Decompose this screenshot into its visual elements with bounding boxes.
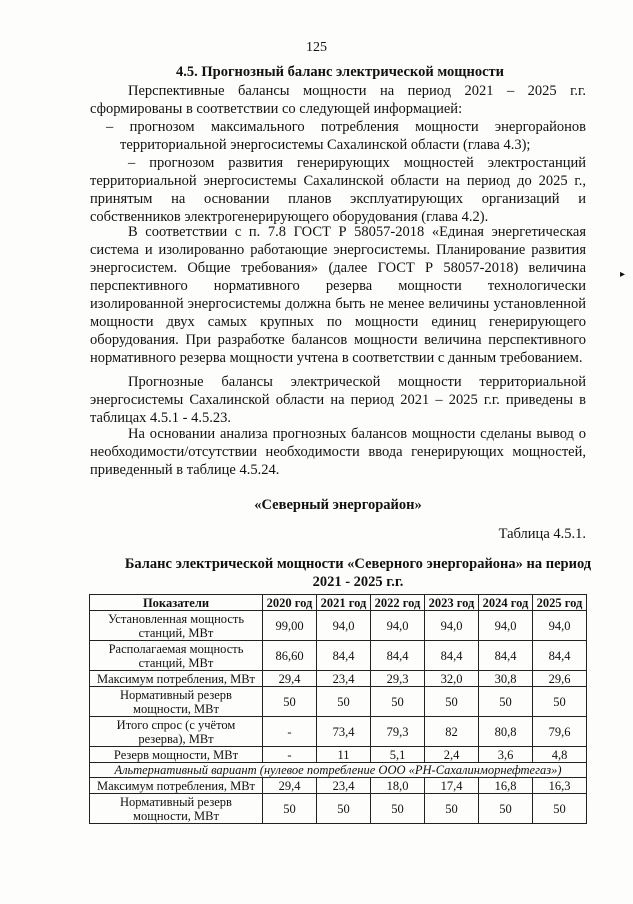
- table-cell: 5,1: [371, 747, 425, 763]
- table-cell: 50: [533, 687, 587, 717]
- row-label: Максимум потребления, МВт: [90, 778, 263, 794]
- paragraph-conclusion: На основании анализа прогнозных балансов мощности сделаны вывод о необходимости/отсутствии необходимости ввода генерирующих мощностей, приведенный в таблице 4.5.24.: [90, 426, 586, 478]
- table-cell: 50: [425, 687, 479, 717]
- table-row: [90, 641, 587, 671]
- table-cell: 84,4: [425, 641, 479, 671]
- table-number: Таблица 4.5.1.: [498, 526, 586, 542]
- table-cell: 50: [317, 687, 371, 717]
- table-caption: Баланс электрической мощности «Северного энергорайона» на период 2021 - 2025 г.г.: [124, 556, 592, 590]
- table-cell: 23,4: [317, 778, 371, 794]
- table-cell: 86,60: [263, 641, 317, 671]
- table-cell: 84,4: [317, 641, 371, 671]
- table-cell: 73,4: [317, 717, 371, 747]
- energy-district-heading: «Северный энергорайон»: [254, 497, 422, 513]
- table-cell: 50: [263, 794, 317, 824]
- row-label: Нормативный резерв мощности, МВт: [90, 687, 263, 717]
- table-cell: -: [263, 717, 317, 747]
- paragraph-gost-requirement: В соответствии с п. 7.8 ГОСТ Р 58057-2018 «Единая энергетическая система и изолированно работающие энергосистемы. Планирование развития энергосистем. Общие требования» (далее ГОСТ Р 58057-2018) величина перспективного нормативного резерва мощности технологически изолированной энергосистемы должна быть не менее величины установленной мощности двух самых крупных по мощности единиц генерирующего оборудования. При разработке балансов мощности величина перспективного нормативного резерва мощности учтена в соответствии с данным требованием.: [90, 224, 586, 366]
- table-row: [90, 687, 587, 717]
- table-row: [90, 671, 587, 687]
- table-cell: 29,4: [263, 671, 317, 687]
- table-cell: 50: [425, 794, 479, 824]
- table-header-cell: 2022 год: [371, 595, 425, 611]
- bullet-generation-forecast: – прогнозом развития генерирующих мощностей электростанций территориальной энергосистемы Сахалинской области на период до 2025 г., принятым на основании планов эксплуатирующих организаций и собственников электрогенерирующего оборудования (глава 4.2).: [90, 155, 586, 225]
- table-header-cell: 2024 год: [479, 595, 533, 611]
- table-cell: 16,8: [479, 778, 533, 794]
- row-label: Резерв мощности, МВт: [90, 747, 263, 763]
- table-cell: 17,4: [425, 778, 479, 794]
- table-row: [90, 611, 587, 641]
- table-cell: 94,0: [317, 611, 371, 641]
- table-cell: 18,0: [371, 778, 425, 794]
- table-cell: 84,4: [479, 641, 533, 671]
- table-cell: 94,0: [371, 611, 425, 641]
- row-label: Установленная мощность станций, МВт: [90, 611, 263, 641]
- table-cell: 29,4: [263, 778, 317, 794]
- table-cell: 4,8: [533, 747, 587, 763]
- table-cell: 29,6: [533, 671, 587, 687]
- table-cell: 84,4: [371, 641, 425, 671]
- row-label: Нормативный резерв мощности, МВт: [90, 794, 263, 824]
- margin-mark: ▸: [620, 269, 626, 280]
- table-header-cell: 2025 год: [533, 595, 587, 611]
- paragraph-balances-reference: Прогнозные балансы электрической мощности территориальной энергосистемы Сахалинской области на период 2021 – 2025 г.г. приведены в таблицах 4.5.1 - 4.5.23.: [90, 374, 586, 426]
- table-cell: 50: [533, 794, 587, 824]
- table-cell: 29,3: [371, 671, 425, 687]
- section-title: 4.5. Прогнозный баланс электрической мощности: [175, 64, 505, 80]
- table-cell: 99,00: [263, 611, 317, 641]
- table-header-cell: Показатели: [90, 595, 263, 611]
- table-header-cell: 2023 год: [425, 595, 479, 611]
- table-cell: 50: [479, 794, 533, 824]
- table-cell: 11: [317, 747, 371, 763]
- page-number: 125: [306, 40, 327, 55]
- table-cell: 80,8: [479, 717, 533, 747]
- row-label: Итого спрос (с учётом резерва), МВт: [90, 717, 263, 747]
- table-cell: 79,6: [533, 717, 587, 747]
- table-cell: 79,3: [371, 717, 425, 747]
- table-cell: 3,6: [479, 747, 533, 763]
- table-cell: 94,0: [533, 611, 587, 641]
- alternative-heading-row: [90, 763, 587, 778]
- power-balance-table: [89, 594, 587, 824]
- table-row: [90, 747, 587, 763]
- row-label: Максимум потребления, МВт: [90, 671, 263, 687]
- table-cell: -: [263, 747, 317, 763]
- table-header-cell: 2020 год: [263, 595, 317, 611]
- table-cell: 30,8: [479, 671, 533, 687]
- table-cell: 50: [371, 794, 425, 824]
- alternative-heading: Альтернативный вариант (нулевое потребление ООО «РН-Сахалинморнефтегаз»): [90, 763, 587, 778]
- table-header-cell: 2021 год: [317, 595, 371, 611]
- table-cell: 32,0: [425, 671, 479, 687]
- table-cell: 94,0: [425, 611, 479, 641]
- table-cell: 50: [371, 687, 425, 717]
- table-cell: 16,3: [533, 778, 587, 794]
- paragraph-intro: Перспективные балансы мощности на период 2021 – 2025 г.г. сформированы в соответствии со следующей информацией:: [90, 83, 586, 117]
- table-cell: 50: [479, 687, 533, 717]
- table-row: [90, 778, 587, 794]
- table-cell: 82: [425, 717, 479, 747]
- table-cell: 50: [317, 794, 371, 824]
- table-cell: 2,4: [425, 747, 479, 763]
- row-label: Располагаемая мощность станций, МВт: [90, 641, 263, 671]
- table-cell: 50: [263, 687, 317, 717]
- table-cell: 94,0: [479, 611, 533, 641]
- bullet-consumption-forecast: – прогнозом максимального потребления мощности энергорайонов территориальной энергосистемы Сахалинской области (глава 4.3);: [106, 119, 586, 153]
- table-cell: 23,4: [317, 671, 371, 687]
- table-row: [90, 717, 587, 747]
- table-row: [90, 794, 587, 824]
- table-cell: 84,4: [533, 641, 587, 671]
- table-header-row: [90, 595, 587, 611]
